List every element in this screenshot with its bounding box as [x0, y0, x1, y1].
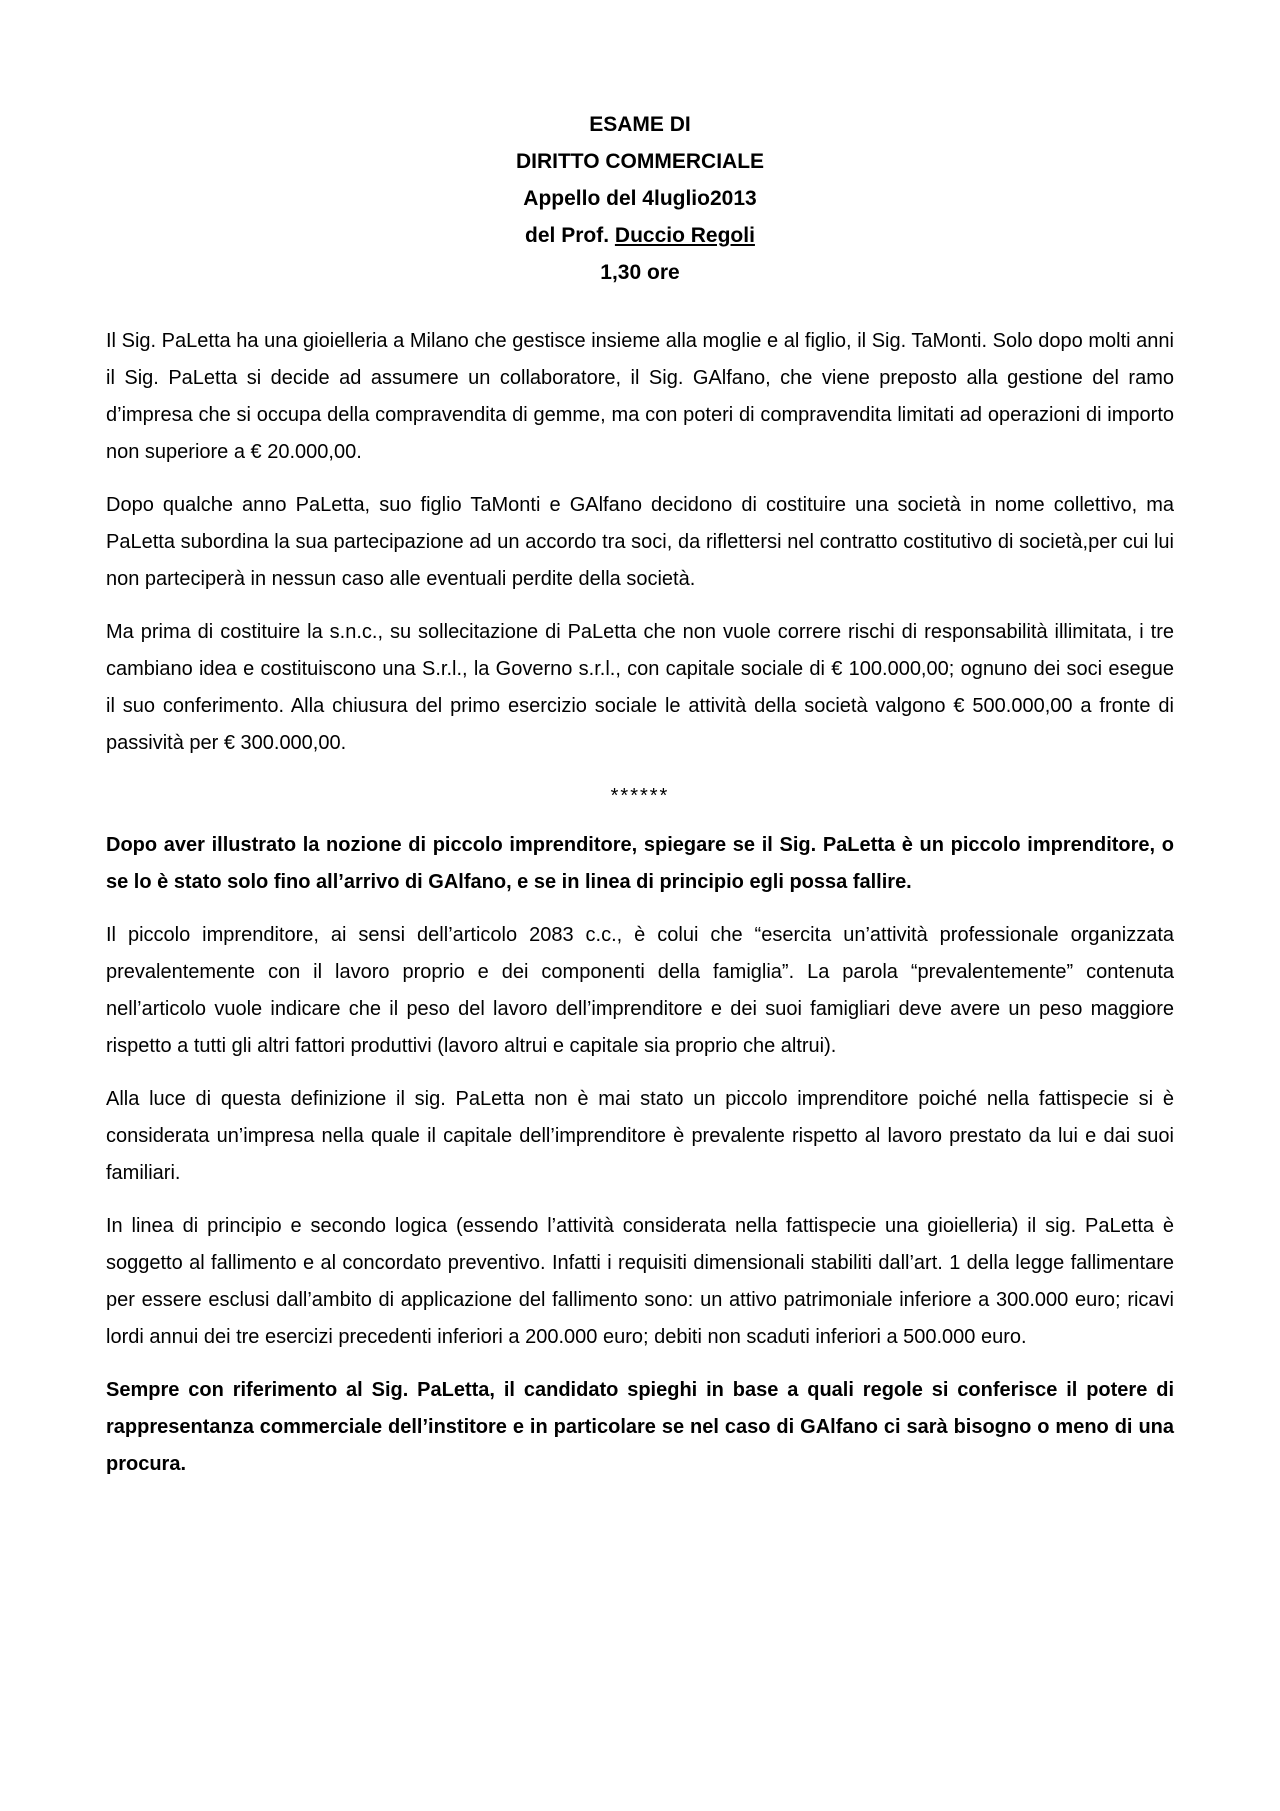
header-professor	[106, 217, 1174, 254]
case-paragraph-2: Dopo qualche anno PaLetta, suo figlio TaMonti e GAlfano decidono di costituire una società in nome collettivo, ma PaLetta subordina la sua partecipazione ad un accordo tra soci, da riflettersi nel contratto costitutivo di società,per cui lui non parteciperà in nessun caso alle eventuali perdite della società.	[106, 494, 1174, 590]
case-paragraph-1: Il Sig. PaLetta ha una gioielleria a Milano che gestisce insieme alla moglie e al figlio, il Sig. TaMonti. Solo dopo molti anni il Sig. PaLetta si decide ad assumere un collaboratore, il Sig. GAlfano, che viene preposto alla gestione del ramo d’impresa che si occupa della compravendita di gemme, ma con poteri di compravendita limitati ad operazioni di importo non superiore a € 20.000,00.	[106, 330, 1174, 463]
section-separator: ******	[610, 785, 670, 807]
exam-header	[106, 106, 1174, 291]
header-duration: 1,30 ore	[600, 261, 680, 284]
answer-1-paragraph-3: In linea di principio e secondo logica (essendo l’attività considerata nella fattispecie una gioielleria) il sig. PaLetta è soggetto al fallimento e al concordato preventivo. Infatti i requisiti dimensionali stabiliti dall’art. 1 della legge fallimentare per essere esclusi dall’ambito di applicazione del fallimento sono: un attivo patrimoniale inferiore a 300.000 euro; ricavi lordi annui dei tre esercizi precedenti inferiori a 200.000 euro; debiti non scaduti inferiori a 500.000 euro.	[106, 1215, 1174, 1348]
professor-prefix: del Prof.	[525, 224, 610, 247]
header-title: ESAME DI	[589, 113, 691, 136]
answer-1-paragraph-2: Alla luce di questa definizione il sig. PaLetta non è mai stato un piccolo imprenditore poiché nella fattispecie si è considerata un’impresa nella quale il capitale dell’imprenditore è prevalente rispetto al lavoro prestato da lui e dai suoi familiari.	[106, 1088, 1174, 1184]
header-subject: DIRITTO COMMERCIALE	[515, 150, 765, 173]
answer-1-paragraph-1: Il piccolo imprenditore, ai sensi dell’articolo 2083 c.c., è colui che “esercita un’attività professionale organizzata prevalentemente con il lavoro proprio e dei componenti della famiglia”. La parola “prevalentemente” contenuta nell’articolo vuole indicare che il peso del lavoro dell’imprenditore e dei suoi famigliari deve avere un peso maggiore rispetto a tutti gli altri fattori produttivi (lavoro altrui e capitale sia proprio che altrui).	[106, 924, 1174, 1057]
question-1: Dopo aver illustrato la nozione di piccolo imprenditore, spiegare se il Sig. PaLetta è un piccolo imprenditore, o se lo è stato solo fino all’arrivo di GAlfano, e se in linea di principio egli possa fallire.	[106, 834, 1174, 893]
header-session-date: Appello del 4luglio2013	[523, 187, 757, 210]
professor-name: Duccio Regoli	[614, 224, 755, 247]
question-2: Sempre con riferimento al Sig. PaLetta, il candidato spieghi in base a quali regole si conferisce il potere di rappresentanza commerciale dell’institore e in particolare se nel caso di GAlfano ci sarà bisogno o meno di una procura.	[106, 1379, 1174, 1475]
case-paragraph-3: Ma prima di costituire la s.n.c., su sollecitazione di PaLetta che non vuole correre rischi di responsabilità illimitata, i tre cambiano idea e costituiscono una S.r.l., la Governo s.r.l., con capitale sociale di € 100.000,00; ognuno dei soci esegue il suo conferimento. Alla chiusura del primo esercizio sociale le attività della società valgono € 500.000,00 a fronte di passività per € 300.000,00.	[106, 621, 1174, 754]
